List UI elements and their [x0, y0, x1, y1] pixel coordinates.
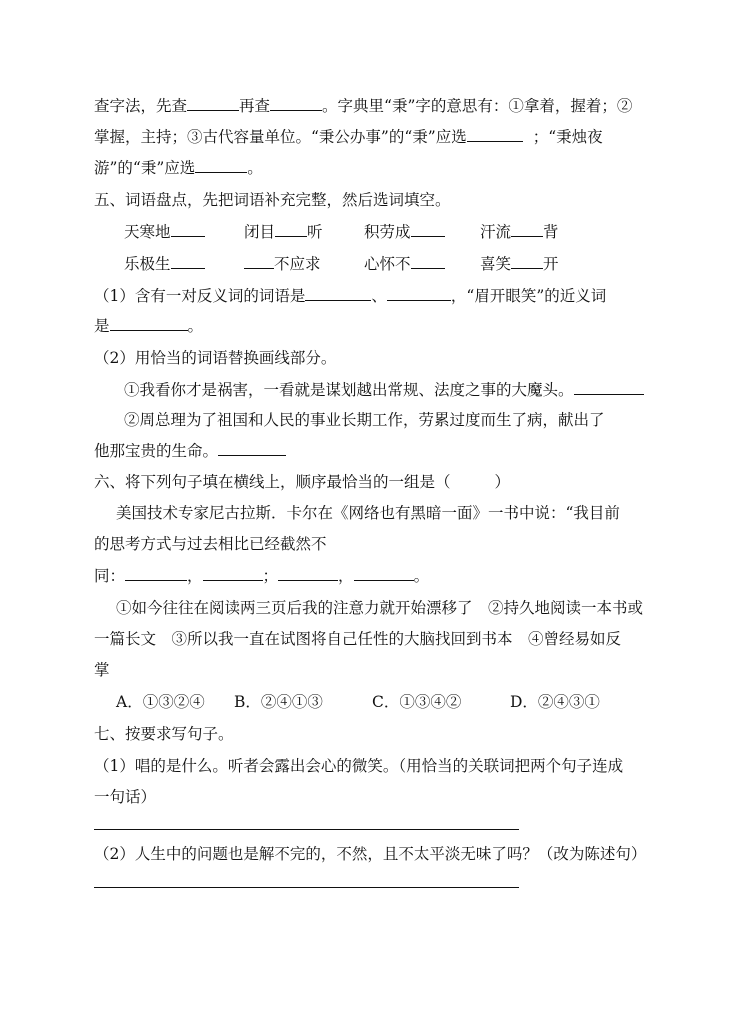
- option-a[interactable]: A．①③②④: [116, 693, 205, 711]
- q5-sub1-line1: （1）含有一对反义词的词语是 、 ，“眉开眼笑”的近义词: [94, 287, 607, 305]
- answer-blank[interactable]: [278, 566, 338, 581]
- idiom-blank[interactable]: [411, 222, 445, 237]
- q6-line1: 美国技术专家尼古拉斯．卡尔在《网络也有黑暗一面》一书中说：“我目前: [116, 504, 620, 522]
- answer-line[interactable]: [94, 829, 519, 830]
- answer-line[interactable]: [94, 887, 519, 888]
- answer-blank[interactable]: [187, 96, 239, 111]
- q7-sub2: （2）人生中的问题也是解不完的，不然，且不太平淡无味了吗？（改为陈述句）: [94, 845, 647, 863]
- idiom-item: 汗流 背: [480, 223, 559, 241]
- idiom-item: 喜笑 开: [480, 255, 559, 273]
- option-d[interactable]: D．②④③①: [510, 693, 600, 711]
- text: 掌握，主持；③古代容量单位。“秉公办事”的“秉”应选: [94, 128, 467, 146]
- idiom-blank[interactable]: [171, 254, 205, 269]
- q6-line3: 同： ， ； ， 。: [94, 567, 430, 585]
- dictionary-line-1: [94, 96, 632, 116]
- text: 游”的“秉”应选: [94, 159, 196, 177]
- option-c[interactable]: C．①③④②: [372, 693, 462, 711]
- text: 查字法，先查: [94, 97, 188, 115]
- answer-blank[interactable]: [195, 158, 247, 173]
- q7-sub1-line1: （1）唱的是什么。听者会露出会心的微笑。（用恰当的关联词把两个句子连成: [94, 757, 624, 775]
- idiom-blank[interactable]: [244, 254, 274, 269]
- q5-sub1-line2: 是 。: [94, 317, 204, 335]
- option-b[interactable]: B．②④①③: [234, 693, 323, 711]
- answer-blank[interactable]: [387, 286, 451, 301]
- answer-blank[interactable]: [574, 380, 644, 395]
- dictionary-line-2: [94, 127, 603, 147]
- answer-blank[interactable]: [354, 566, 414, 581]
- idiom-blank[interactable]: [411, 254, 445, 269]
- answer-blank[interactable]: [270, 96, 322, 111]
- text: ；“秉烛夜: [532, 128, 603, 146]
- q5-sub2-title: （2）用恰当的词语替换画线部分。: [94, 349, 337, 367]
- q5-sub2-item1: ①我看你才是祸害，一看就是谋划越出常规、法度之事的大魔头。: [124, 380, 644, 400]
- idiom-item: 积劳成: [364, 222, 445, 242]
- answer-blank[interactable]: [305, 286, 371, 301]
- answer-blank[interactable]: [467, 127, 523, 142]
- idiom-blank[interactable]: [275, 222, 307, 237]
- q6-line4: ①如今往往在阅读两三页后我的注意力就开始漂移了 ②持久地阅读一本书或: [116, 599, 644, 617]
- idiom-blank[interactable]: [511, 254, 543, 269]
- text: 。: [247, 159, 263, 177]
- idiom-item: 天寒地: [124, 222, 205, 242]
- idiom-blank[interactable]: [171, 222, 205, 237]
- dictionary-line-3: [94, 158, 263, 178]
- q6-title: 六、将下列句子填在横线上，顺序最恰当的一组是（ ）: [94, 473, 511, 491]
- text: 再查: [239, 97, 271, 115]
- q7-sub1-line2: 一句话）: [94, 788, 157, 806]
- answer-blank[interactable]: [125, 566, 187, 581]
- q5-title: 五、词语盘点，先把词语补充完整，然后选词填空。: [94, 191, 451, 209]
- idiom-item: 不应求: [244, 254, 321, 274]
- answer-blank[interactable]: [218, 441, 286, 456]
- q6-line6: 掌: [94, 661, 110, 679]
- q7-title: 七、按要求写句子。: [94, 725, 234, 743]
- idiom-item: 心怀不: [364, 254, 445, 274]
- idiom-item: 闭目 听: [244, 223, 323, 241]
- text: 。字典里“秉”字的意思有：①拿着，握着；②: [322, 97, 633, 115]
- idiom-blank[interactable]: [511, 222, 543, 237]
- q6-line5: 一篇长文 ③所以我一直在试图将自己任性的大脑找回到书本 ④曾经易如反: [94, 630, 622, 648]
- q5-sub2-item2a: ②周总理为了祖国和人民的事业长期工作，劳累过度而生了病，献出了: [124, 411, 605, 429]
- q5-sub2-item2b: 他那宝贵的生命。: [94, 441, 286, 461]
- answer-blank[interactable]: [110, 316, 188, 331]
- answer-blank[interactable]: [203, 566, 263, 581]
- idiom-item: 乐极生: [124, 254, 205, 274]
- q6-line2: 的思考方式与过去相比已经截然不: [94, 535, 327, 553]
